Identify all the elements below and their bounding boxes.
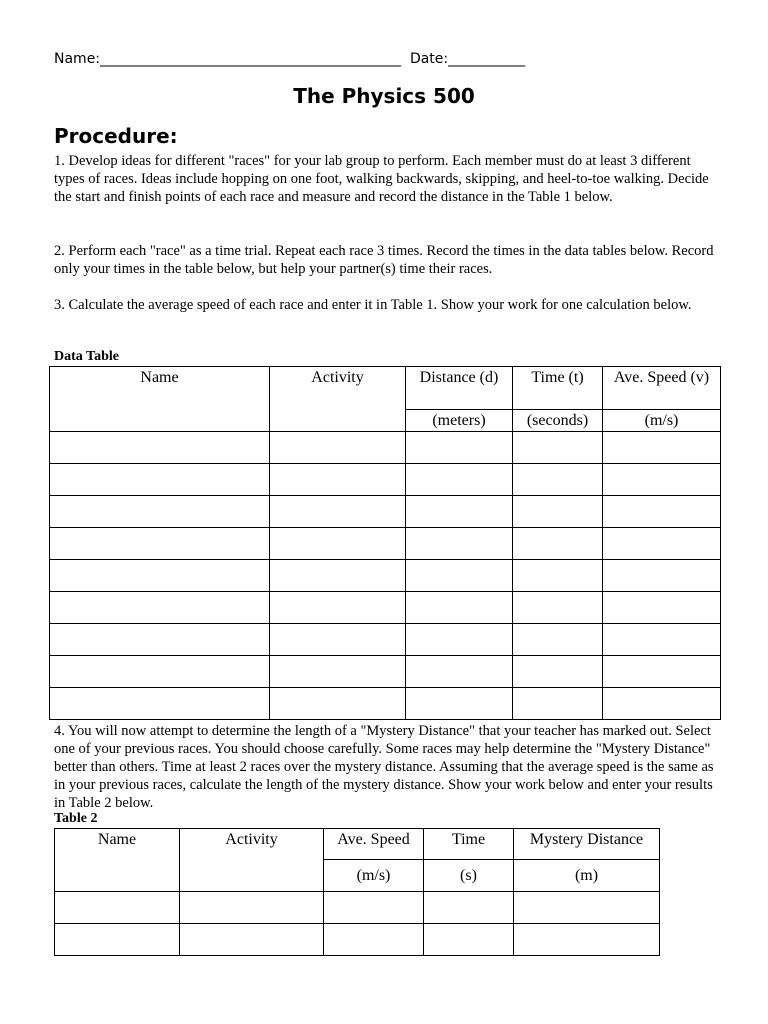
unit-s: (s) (424, 860, 514, 892)
header-distance: Distance (d) (406, 367, 513, 410)
table-cell[interactable] (513, 688, 603, 720)
table-cell[interactable] (55, 924, 180, 956)
table-cell[interactable] (324, 924, 424, 956)
table-cell[interactable] (270, 560, 406, 592)
table-cell[interactable] (55, 892, 180, 924)
table-cell[interactable] (324, 892, 424, 924)
table-cell[interactable] (513, 560, 603, 592)
header-activity: Activity (270, 367, 406, 432)
procedure-heading: Procedure: (54, 124, 178, 148)
header-time: Time (424, 829, 514, 860)
table-row (50, 528, 721, 560)
table-row (50, 496, 721, 528)
date-blank[interactable]: ___________ (448, 51, 526, 67)
header-time: Time (t) (513, 367, 603, 410)
table-cell[interactable] (180, 892, 324, 924)
header-name: Name (50, 367, 270, 432)
data-table (49, 366, 721, 720)
unit-seconds: (seconds) (513, 410, 603, 432)
date-label: Date: (409, 51, 449, 67)
table-cell[interactable] (603, 464, 721, 496)
table-cell[interactable] (406, 592, 513, 624)
procedure-step-3: 3. Calculate the average speed of each race and enter it in Table 1. Show your work for one calculation below. (54, 297, 692, 313)
header-activity: Activity (180, 829, 324, 892)
table-row (50, 624, 721, 656)
table-cell[interactable] (406, 464, 513, 496)
table-cell[interactable] (513, 432, 603, 464)
table-cell[interactable] (603, 432, 721, 464)
table-cell[interactable] (50, 688, 270, 720)
table-row (50, 560, 721, 592)
table-cell[interactable] (424, 924, 514, 956)
table-row (50, 688, 721, 720)
table-cell[interactable] (270, 624, 406, 656)
table-cell[interactable] (603, 656, 721, 688)
table-cell[interactable] (513, 528, 603, 560)
table-row (55, 892, 660, 924)
table-cell[interactable] (603, 528, 721, 560)
table-cell[interactable] (513, 496, 603, 528)
table-cell[interactable] (270, 464, 406, 496)
procedure-step-1: 1. Develop ideas for different "races" for your lab group to perform. Each member must do at least 3 different types of races. Ideas include hopping on one foot, walking backwards, skipping, and heel-to-toe walking. Decide the start and finish points of each race and measure and record the distance in the Table 1 below. (54, 153, 709, 205)
table-cell[interactable] (50, 592, 270, 624)
table-cell[interactable] (270, 688, 406, 720)
name-date-line (54, 51, 525, 67)
name-label: Name: (54, 51, 101, 67)
page-title: The Physics 500 (293, 84, 475, 108)
mystery-distance-table (54, 828, 660, 956)
table-cell[interactable] (270, 592, 406, 624)
table-row (50, 656, 721, 688)
table-cell[interactable] (50, 464, 270, 496)
header-ave-speed: Ave. Speed (v) (603, 367, 721, 410)
table-cell[interactable] (513, 464, 603, 496)
unit-meters: (meters) (406, 410, 513, 432)
table-cell[interactable] (603, 688, 721, 720)
table-row (50, 432, 721, 464)
table-cell[interactable] (50, 432, 270, 464)
unit-m-per-s: (m/s) (603, 410, 721, 432)
table-cell[interactable] (270, 496, 406, 528)
procedure-step-2: 2. Perform each "race" as a time trial. Repeat each race 3 times. Record the times in the data tables below. Record only your times in the table below, but help your partner(s) time their races. (54, 243, 714, 277)
table-cell[interactable] (406, 560, 513, 592)
table-cell[interactable] (514, 892, 660, 924)
table-cell[interactable] (603, 496, 721, 528)
table-cell[interactable] (603, 624, 721, 656)
table-row (50, 464, 721, 496)
header-name: Name (55, 829, 180, 892)
table-cell[interactable] (406, 656, 513, 688)
table-cell[interactable] (50, 624, 270, 656)
header-ave-speed: Ave. Speed (324, 829, 424, 860)
table-cell[interactable] (603, 592, 721, 624)
table-cell[interactable] (603, 560, 721, 592)
table-cell[interactable] (513, 656, 603, 688)
table-cell[interactable] (406, 496, 513, 528)
table-cell[interactable] (270, 656, 406, 688)
table-cell[interactable] (180, 924, 324, 956)
table-row (50, 592, 721, 624)
table-cell[interactable] (513, 592, 603, 624)
procedure-step-4: 4. You will now attempt to determine the length of a "Mystery Distance" that your teacher has marked out. Select one of your previous races. You should choose carefully. Some races may help determine the "Mystery Distance" better than others. Time at least 2 races over the mystery distance. Assuming that the average speed is the same as in your previous races, calculate the length of the mystery distance. Show your work below and enter your results in Table 2 below. (54, 723, 714, 811)
name-blank[interactable]: ___________________________________________ (100, 51, 402, 67)
table-cell[interactable] (50, 496, 270, 528)
unit-m-per-s: (m/s) (324, 860, 424, 892)
table-cell[interactable] (406, 528, 513, 560)
data-table-caption: Data Table (54, 349, 119, 364)
table-cell[interactable] (406, 624, 513, 656)
table-cell[interactable] (424, 892, 514, 924)
table-cell[interactable] (406, 688, 513, 720)
header-mystery-distance: Mystery Distance (514, 829, 660, 860)
table-cell[interactable] (50, 528, 270, 560)
table-row (55, 924, 660, 956)
table-cell[interactable] (50, 656, 270, 688)
table-cell[interactable] (514, 924, 660, 956)
table2-caption: Table 2 (54, 811, 98, 826)
table-cell[interactable] (270, 432, 406, 464)
table-cell[interactable] (513, 624, 603, 656)
table-cell[interactable] (50, 560, 270, 592)
table-cell[interactable] (270, 528, 406, 560)
unit-m: (m) (514, 860, 660, 892)
table-cell[interactable] (406, 432, 513, 464)
